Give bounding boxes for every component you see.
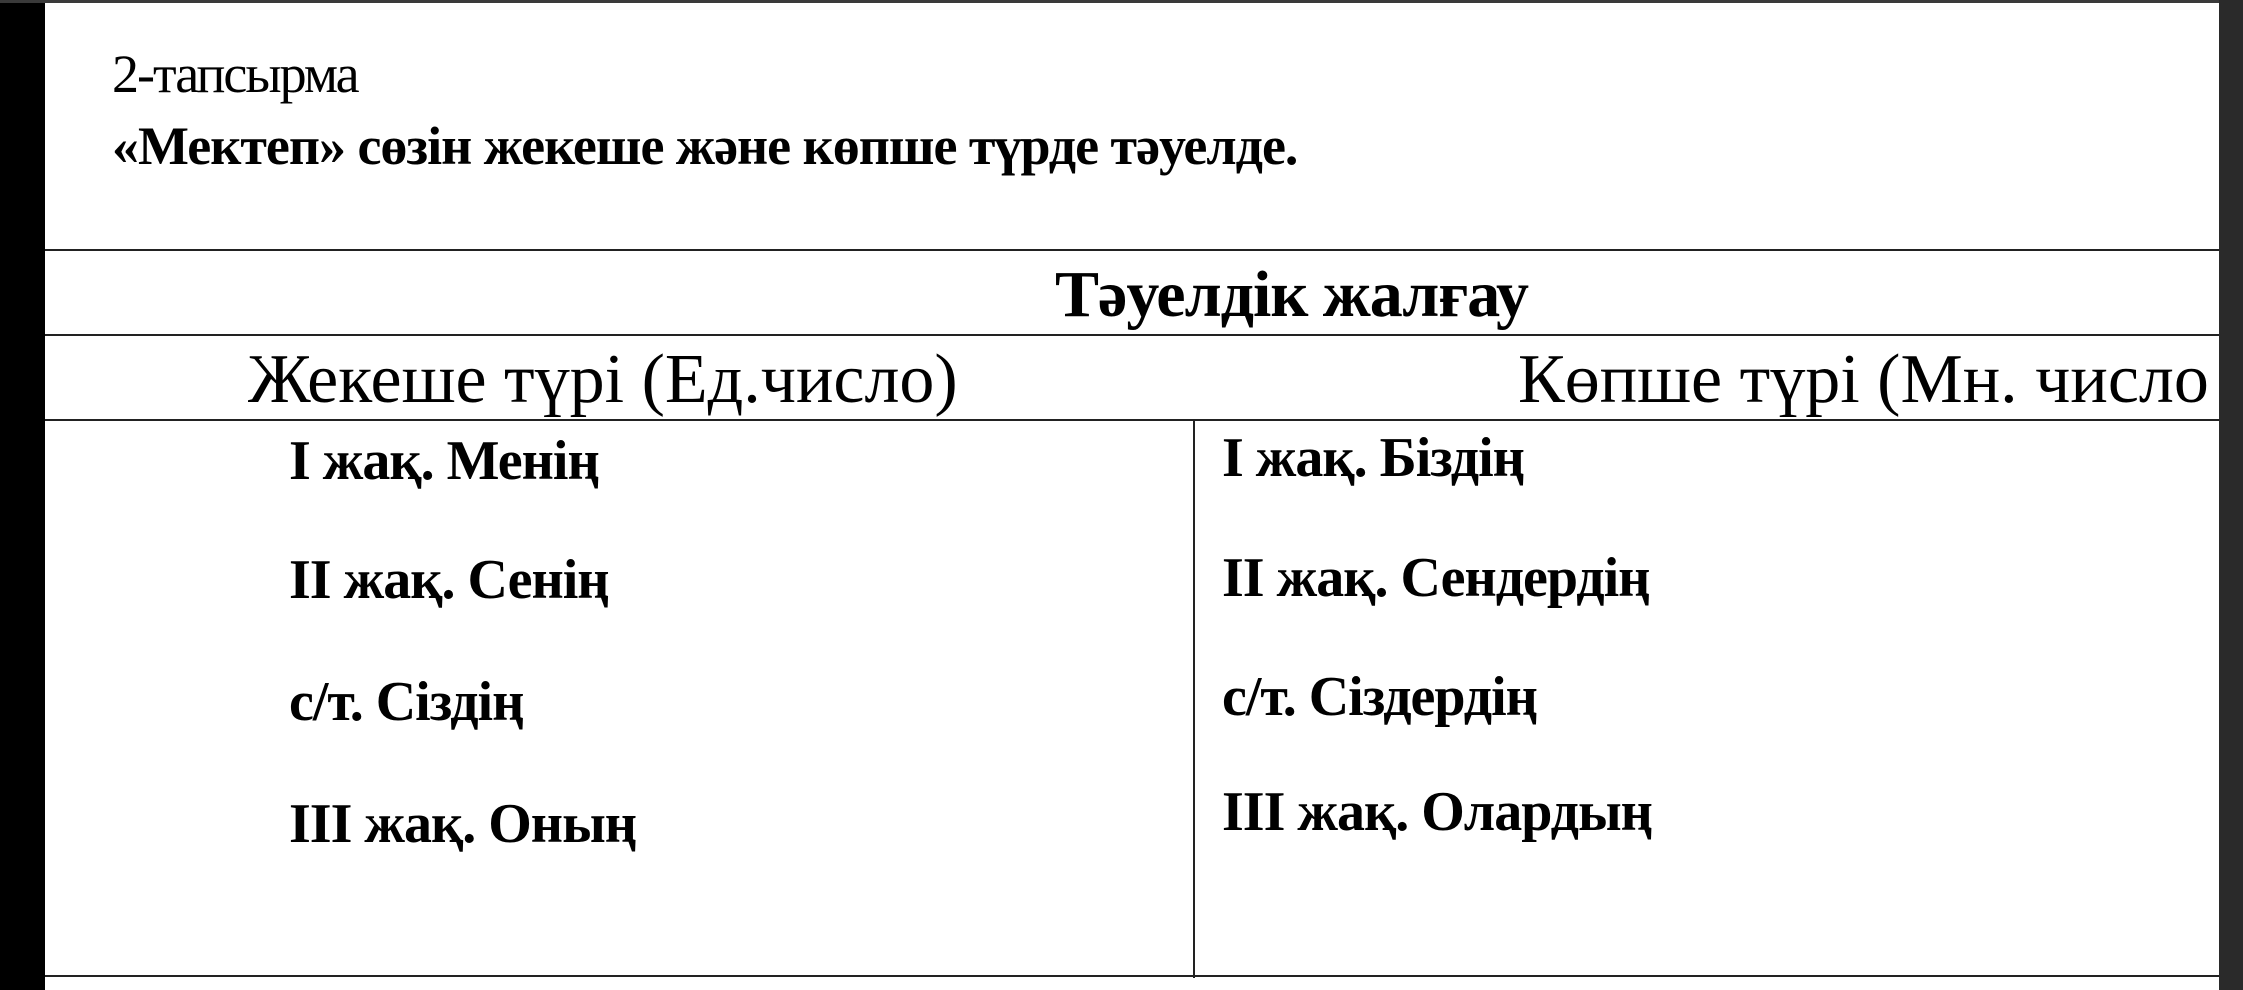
plural-cell: І жақ. Біздің [1222,427,1524,489]
singular-cell: ІІІ жақ. Оның [289,793,637,855]
singular-cell: ІІ жақ. Сенің [289,549,609,611]
title-row-border [45,334,2219,336]
slide-page [45,3,2219,990]
task-number: 2-тапсырма [112,44,358,104]
singular-cell: с/т. Сіздің [289,671,524,733]
column-header-singular: Жекеше түрі (Ед.число) [248,341,958,418]
plural-cell: ІІІ жақ. Олардың [1222,781,1652,843]
table-top-border [45,249,2219,251]
column-divider [1193,421,1195,978]
window-right-edge [2219,0,2243,990]
plural-cell: ІІ жақ. Сендердің [1222,547,1650,609]
table-title: Тәуелдік жалғау [1055,258,1528,331]
table-bottom-border [45,975,2219,977]
column-header-plural: Көпше түрі (Мн. число [1518,341,2209,418]
header-row-border [45,419,2219,421]
plural-cell: с/т. Сіздердің [1222,666,1537,728]
singular-cell: І жақ. Менің [289,430,599,492]
task-instruction: «Мектеп» сөзін жекеше және көпше түрде тәуелде. [112,116,1298,176]
